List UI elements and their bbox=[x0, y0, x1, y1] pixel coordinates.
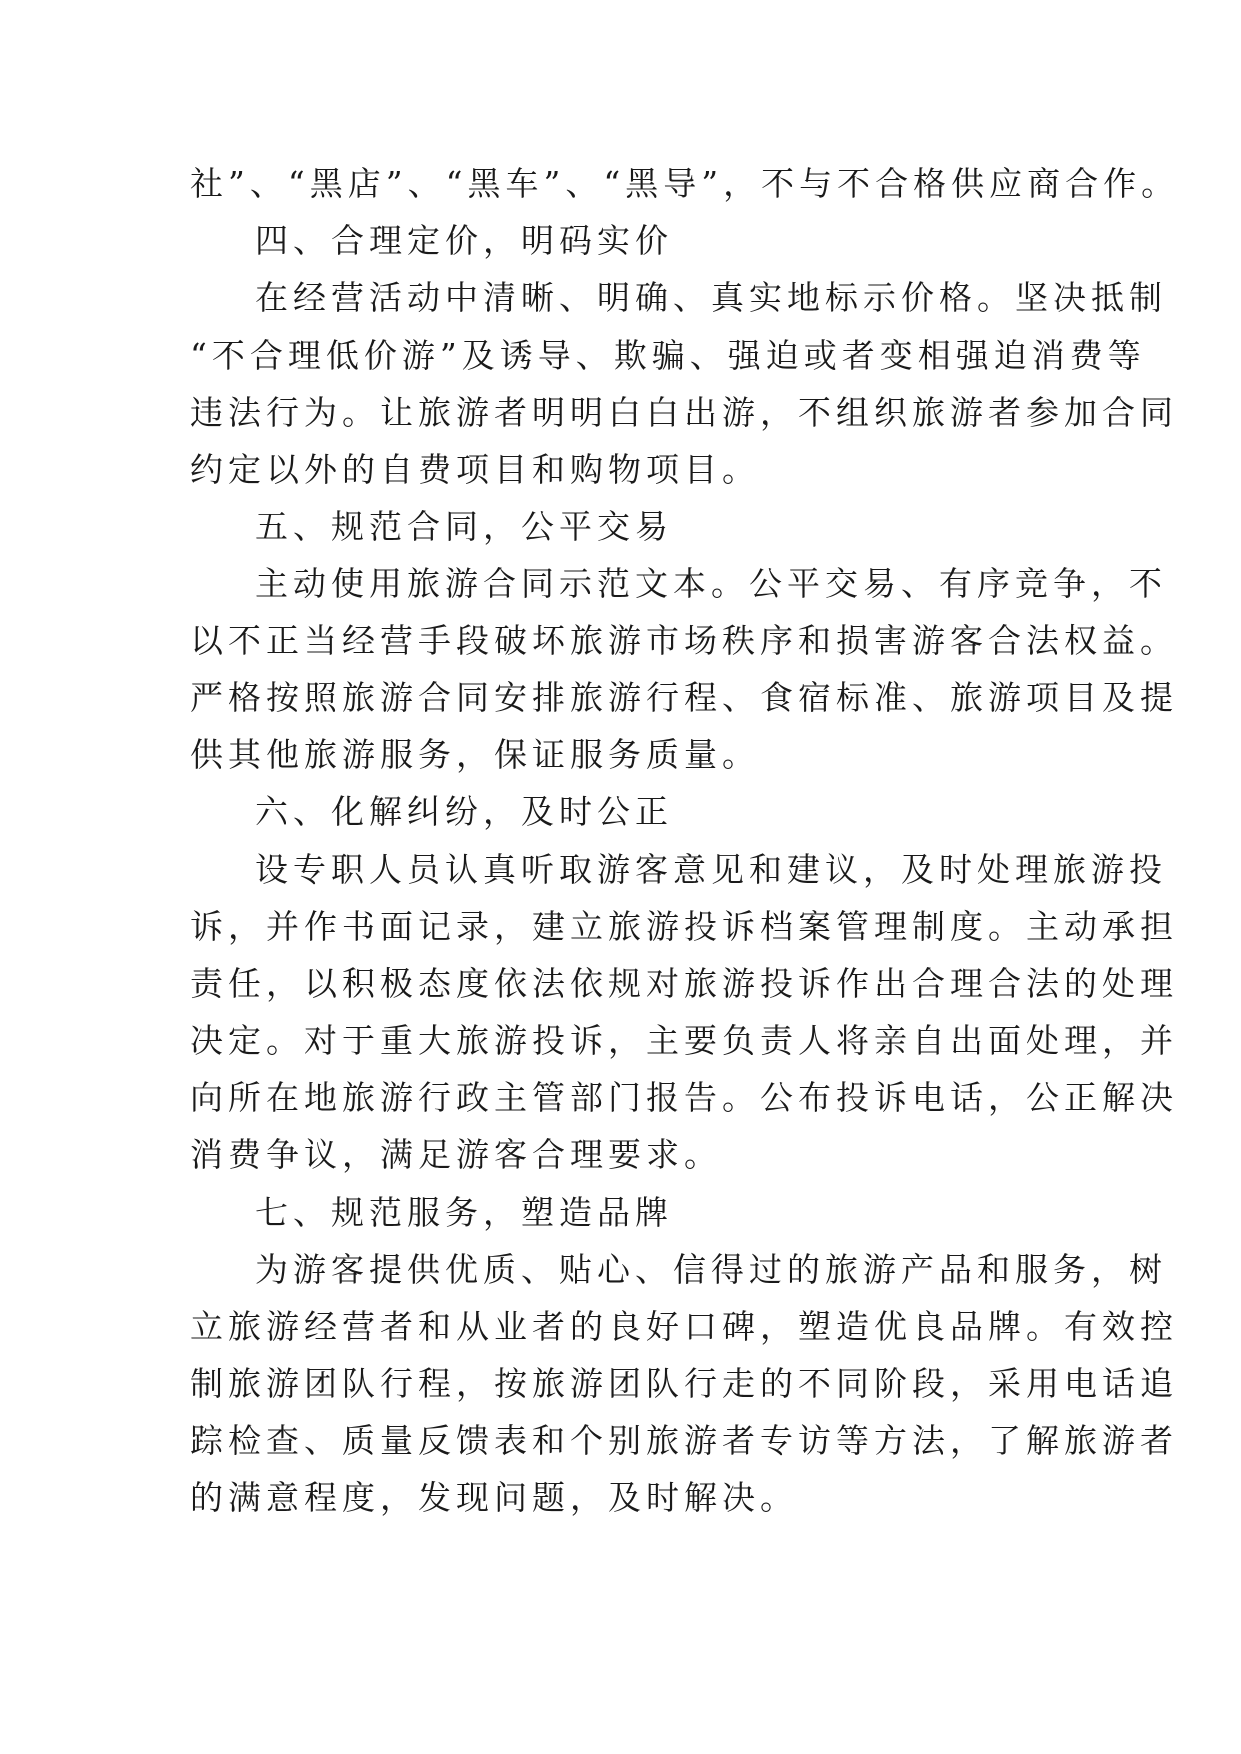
text-line: 决定。对于重大旅游投诉，主要负责人将亲自出面处理，并 bbox=[190, 1021, 1178, 1060]
text-line: 踪检查、质量反馈表和个别旅游者专访等方法，了解旅游者 bbox=[190, 1421, 1178, 1460]
text-line: 社”、“黑店”、“黑车”、“黑导”，不与不合格供应商合作。 bbox=[190, 164, 1180, 203]
text-line: 在经营活动中清晰、明确、真实地标示价格。坚决抵制 bbox=[255, 278, 1167, 317]
text-line: 制旅游团队行程，按旅游团队行走的不同阶段，采用电话追 bbox=[190, 1364, 1178, 1403]
text-line: 责任，以积极态度依法依规对旅游投诉作出合理合法的处理 bbox=[190, 964, 1178, 1003]
section-heading-6: 六、化解纠纷，及时公正 bbox=[255, 792, 673, 831]
text-line: 以不正当经营手段破坏旅游市场秩序和损害游客合法权益。 bbox=[190, 621, 1178, 660]
text-line: 诉，并作书面记录，建立旅游投诉档案管理制度。主动承担 bbox=[190, 907, 1178, 946]
text-line: 向所在地旅游行政主管部门报告。公布投诉电话，公正解决 bbox=[190, 1078, 1178, 1117]
text-line: 违法行为。让旅游者明明白白出游，不组织旅游者参加合同 bbox=[190, 393, 1178, 432]
text-line: 消费争议，满足游客合理要求。 bbox=[190, 1135, 722, 1174]
text-line: 严格按照旅游合同安排旅游行程、食宿标准、旅游项目及提 bbox=[190, 678, 1178, 717]
section-heading-7: 七、规范服务，塑造品牌 bbox=[255, 1193, 673, 1232]
text-line: 主动使用旅游合同示范文本。公平交易、有序竞争，不 bbox=[255, 564, 1167, 603]
text-line: 立旅游经营者和从业者的良好口碑，塑造优良品牌。有效控 bbox=[190, 1307, 1178, 1346]
text-line: 供其他旅游服务，保证服务质量。 bbox=[190, 735, 760, 774]
text-line: 约定以外的自费项目和购物项目。 bbox=[190, 450, 760, 489]
text-line: 的满意程度，发现问题，及时解决。 bbox=[190, 1478, 798, 1517]
text-line: “不合理低价游”及诱导、欺骗、强迫或者变相强迫消费等 bbox=[190, 336, 1146, 375]
text-line: 为游客提供优质、贴心、信得过的旅游产品和服务，树 bbox=[255, 1250, 1167, 1289]
section-heading-4: 四、合理定价，明码实价 bbox=[255, 221, 673, 260]
section-heading-5: 五、规范合同，公平交易 bbox=[255, 507, 673, 546]
text-line: 设专职人员认真听取游客意见和建议，及时处理旅游投 bbox=[255, 850, 1167, 889]
